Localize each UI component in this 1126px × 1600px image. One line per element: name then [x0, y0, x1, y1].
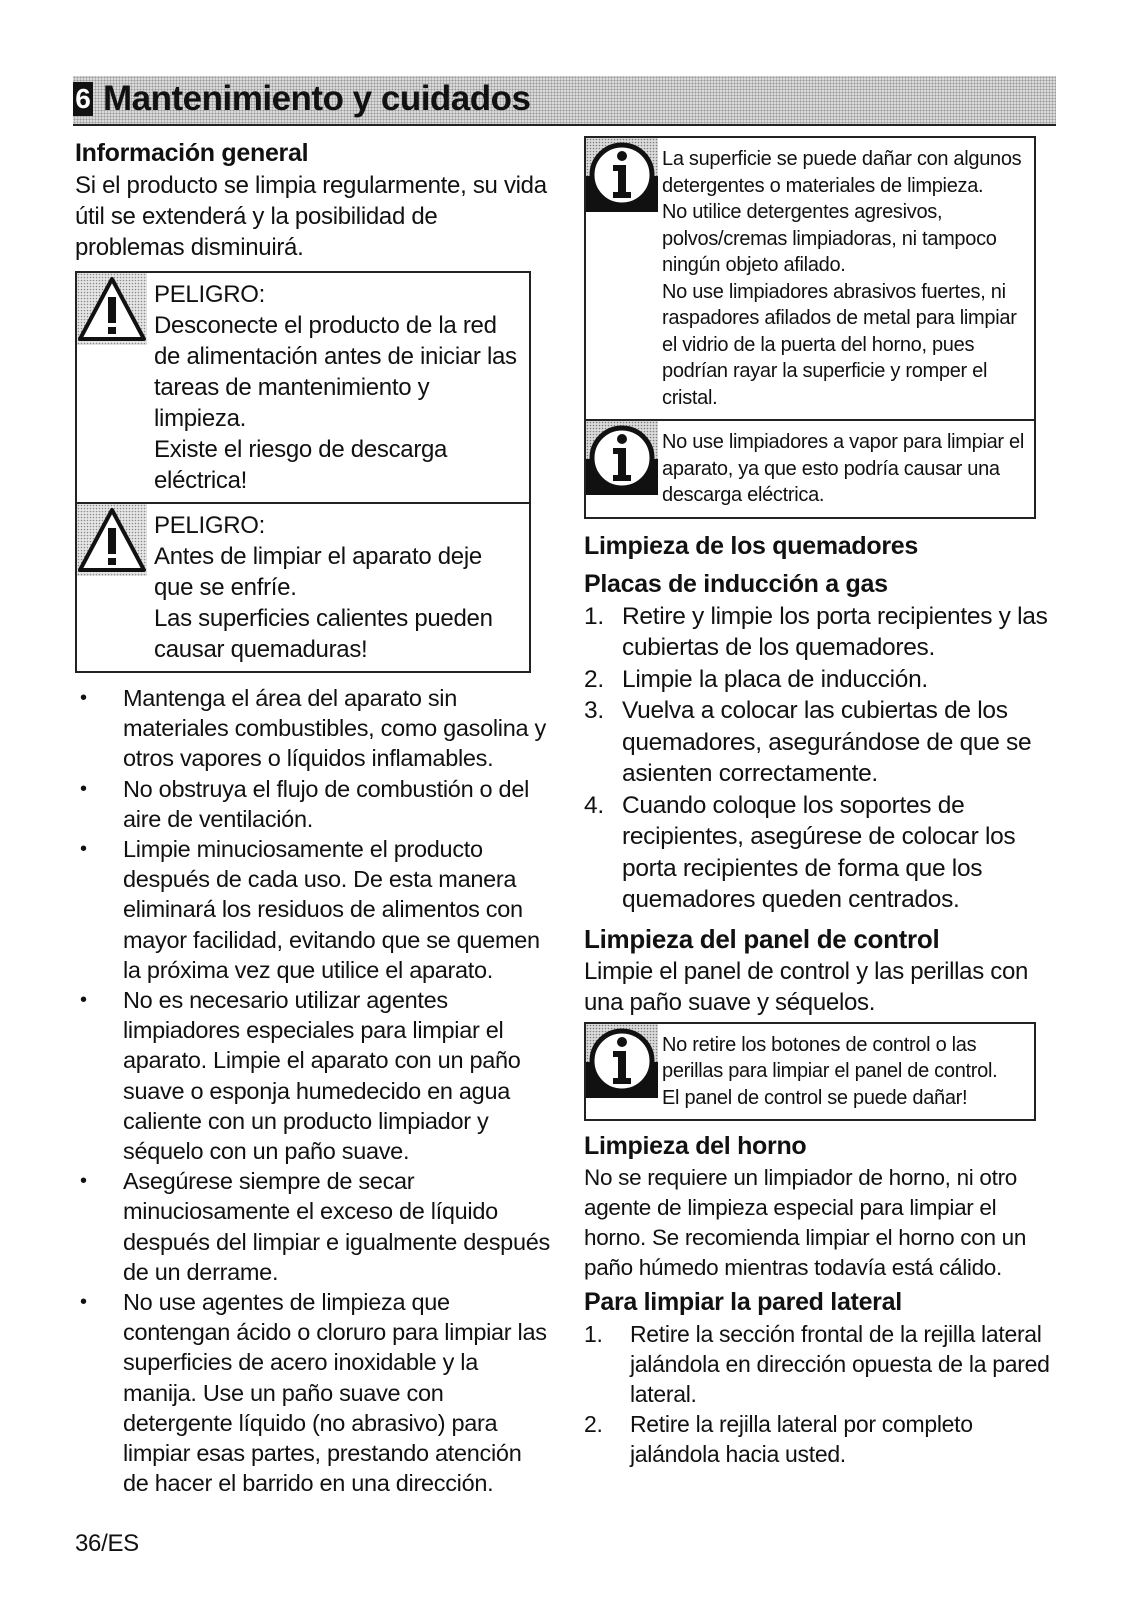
section-heading-general: Información general	[75, 139, 309, 167]
danger-text: Desconecte el producto de la red de alimentación antes de iniciar las tareas de mantenimiento y limpieza.	[154, 312, 517, 432]
list-item: • No use agentes de limpieza que contengan ácido o cloruro para limpiar las superficies de acero inoxidable y la manija. Use un paño suave con detergente líquido (no abrasivo) para limpiar esas partes, prestando atención de hacer el barrido en una dirección.	[75, 1287, 550, 1498]
oven-text: No se requiere un limpiador de horno, ni otro agente de limpieza especial para limpiar el horno. Se recomienda limpiar el horno con un paño húmedo mientras todavía está cálido.	[584, 1165, 1027, 1280]
list-item: 4. Cuando coloque los soportes de recipientes, asegúrese de colocar los porta recipientes de forma que los quemadores queden centrados.	[584, 791, 1016, 913]
info-text: No utilice detergentes agresivos, polvos/cremas limpiadoras, ni tampoco ningún objeto afilado.	[662, 201, 997, 276]
danger-title: PELIGRO:	[154, 512, 265, 539]
right-column	[584, 136, 1054, 1469]
info-icon	[586, 421, 658, 495]
chapter-number: 6	[73, 82, 93, 116]
warning-triangle-icon	[77, 504, 147, 576]
side-wall-steps	[584, 1319, 1054, 1469]
induction-steps	[584, 601, 1054, 916]
info-icon	[586, 1024, 658, 1098]
list-item: 3. Vuelva a colocar las cubiertas de los quemadores, asegurándose de que se asienten correctamente.	[584, 697, 1032, 787]
section-heading-control-panel: Limpieza del panel de control	[584, 923, 940, 954]
section-heading-burners: Limpieza de los quemadores	[584, 531, 918, 560]
info-text: No use limpiadores abrasivos fuertes, ni raspadores afilados de metal para limpiar el vidrio de la puerta del horno, pues podrían rayar la superficie y romper el cristal.	[662, 280, 1017, 409]
info-text: El panel de control se puede dañar!	[662, 1086, 968, 1109]
list-item: • Limpie minuciosamente el producto después de cada uso. De esta manera eliminará los residuos de alimentos con mayor facilidad, evitando que se quemen la próxima vez que utilice el aparato.	[75, 834, 550, 985]
danger-section	[77, 273, 529, 502]
info-text: No retire los botones de control o las perillas para limpiar el panel de control.	[662, 1033, 998, 1082]
general-intro: Si el producto se limpia regularmente, su vida útil se extenderá y la posibilidad de problemas disminuirá.	[75, 172, 547, 261]
danger-section	[77, 502, 529, 671]
danger-title: PELIGRO:	[154, 281, 265, 308]
chapter-title: Mantenimiento y cuidados	[103, 79, 531, 118]
info-section	[586, 138, 1034, 419]
danger-text: Las superficies calientes pueden causar quemaduras!	[154, 605, 493, 663]
info-box	[584, 136, 1036, 519]
info-text: La superficie se puede dañar con algunos detergentes o materiales de limpieza.	[662, 148, 1022, 197]
control-panel-text: Limpie el panel de control y las perillas con una paño suave y séquelos.	[584, 957, 1029, 1016]
list-item: 2. Limpie la placa de inducción.	[584, 665, 928, 693]
list-item: • Asegúrese siempre de secar minuciosamente el exceso de líquido después del limpiar e igualmente después de un derrame.	[75, 1166, 550, 1287]
chapter-header	[73, 76, 1056, 126]
warning-triangle-icon	[77, 273, 147, 345]
danger-box	[75, 271, 531, 673]
left-column	[75, 136, 550, 1498]
danger-text: Antes de limpiar el aparato deje que se enfríe.	[154, 543, 482, 601]
list-item: 1. Retire y limpie los porta recipientes y las cubiertas de los quemadores.	[584, 602, 1048, 661]
section-heading-oven: Limpieza del horno	[584, 1132, 807, 1160]
section-heading-induction: Placas de inducción a gas	[584, 569, 888, 598]
danger-text: Existe el riesgo de descarga eléctrica!	[154, 436, 448, 494]
info-text: No use limpiadores a vapor para limpiar el aparato, ya que esto podría causar una descarga eléctrica.	[662, 431, 1025, 506]
list-item: 2. Retire la rejilla lateral por completo jalándola hacia usted.	[584, 1411, 973, 1467]
section-heading-side-wall: Para limpiar la pared lateral	[584, 1288, 902, 1316]
list-item: • No obstruya el flujo de combustión o del aire de ventilación.	[75, 774, 550, 834]
info-box	[584, 1022, 1036, 1122]
list-item: • Mantenga el área del aparato sin materiales combustibles, como gasolina y otros vapores o líquidos inflamables.	[75, 683, 550, 774]
list-item: 1. Retire la sección frontal de la rejilla lateral jalándola en dirección opuesta de la pared lateral.	[584, 1321, 1050, 1407]
list-item: • No es necesario utilizar agentes limpiadores especiales para limpiar el aparato. Limpie el aparato con un paño suave o esponja humedecido en agua caliente con un producto limpiador y séquelo con un paño suave.	[75, 985, 550, 1166]
info-icon	[586, 138, 658, 212]
info-section	[586, 1024, 1034, 1120]
info-section	[586, 419, 1034, 517]
general-bullet-list	[75, 683, 550, 1498]
page-number: 36/ES	[75, 1530, 139, 1557]
